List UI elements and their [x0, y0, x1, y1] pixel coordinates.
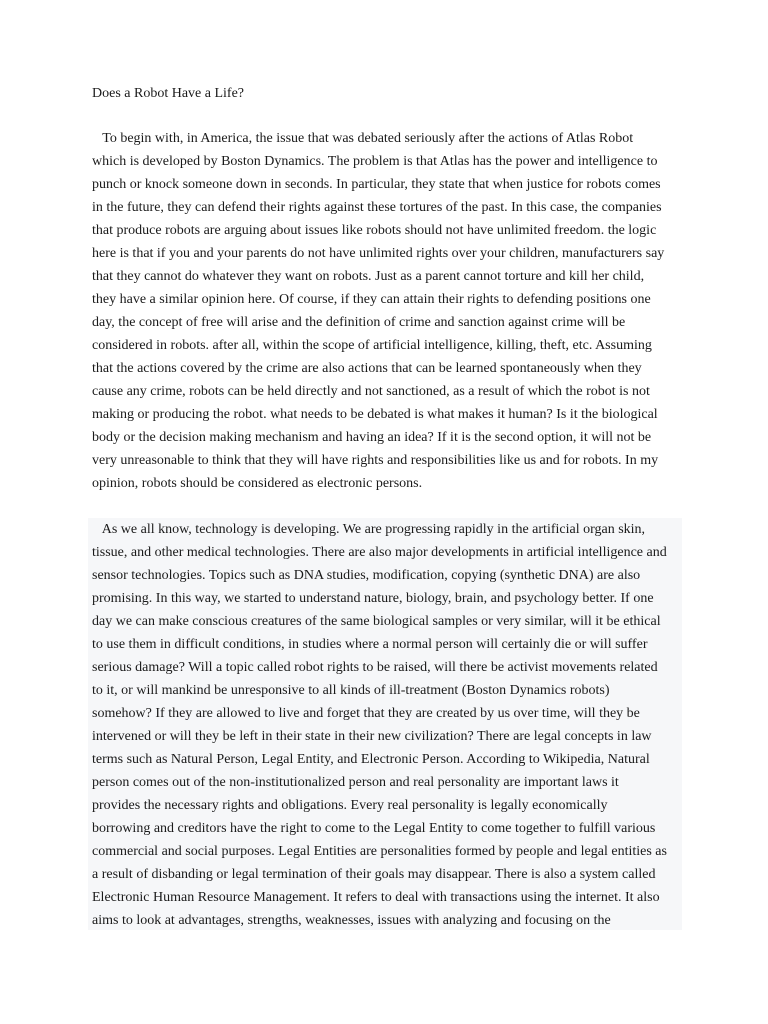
paragraph-line: aims to look at advantages, strengths, weaknesses, issues with analyzing and focusing on the	[92, 913, 611, 928]
paragraph-line: to use them in difficult conditions, in studies where a normal person will certainly die or will suffer	[92, 637, 648, 652]
paragraph-line: very unreasonable to think that they will have rights and responsibilities like us and for robots. In my	[92, 453, 659, 468]
paragraph-line: that they cannot do whatever they want on robots. Just as a parent cannot torture and kill her child,	[92, 269, 645, 284]
paragraph-line: somehow? If they are allowed to live and forget that they are created by us over time, will they be	[92, 706, 640, 721]
document-title: Does a Robot Have a Life?	[92, 86, 244, 101]
paragraph-line: intervened or will they be left in their state in their new civilization? There are legal concepts in law	[92, 729, 652, 744]
paragraph-line: sensor technologies. Topics such as DNA studies, modification, copying (synthetic DNA) are also	[92, 568, 641, 583]
paragraph-line: in the future, they can defend their rights against these tortures of the past. In this case, the companies	[92, 200, 662, 215]
paragraph-line: person comes out of the non-institutionalized person and real personality are important laws it	[92, 775, 619, 790]
paragraph-line: day we can make conscious creatures of the same biological samples or very similar, will it be ethical	[92, 614, 661, 629]
paragraph-line: which is developed by Boston Dynamics. The problem is that Atlas has the power and intelligence to	[92, 154, 658, 169]
paragraph-line: provides the necessary rights and obligations. Every real personality is legally economically	[92, 798, 608, 813]
paragraph-line: serious damage? Will a topic called robot rights to be raised, will there be activist movements related	[92, 660, 658, 675]
paragraph-line: punch or knock someone down in seconds. In particular, they state that when justice for robots comes	[92, 177, 661, 192]
paragraph-line: borrowing and creditors have the right to come to the Legal Entity to come together to fulfill various	[92, 821, 656, 836]
paragraph-line: promising. In this way, we started to understand nature, biology, brain, and psychology better. If one	[92, 591, 654, 606]
paragraph-line: commercial and social purposes. Legal Entities are personalities formed by people and legal entities as	[92, 844, 667, 859]
paragraph-line: considered in robots. after all, within the scope of artificial intelligence, killing, theft, etc. Assuming	[92, 338, 652, 353]
paragraph-line: day, the concept of free will arise and the definition of crime and sanction against crime will be	[92, 315, 626, 330]
paragraph-line: tissue, and other medical technologies. There are also major developments in artificial intelligence and	[92, 545, 667, 560]
paragraph-line: Electronic Human Resource Management. It refers to deal with transactions using the internet. It also	[92, 890, 660, 905]
paragraph-line: cause any crime, robots can be held directly and not sanctioned, as a result of which the robot is not	[92, 384, 650, 399]
paragraph-2	[88, 518, 682, 930]
paragraph-line: they have a similar opinion here. Of course, if they can attain their rights to defending positions one	[92, 292, 651, 307]
paragraph-line: body or the decision making mechanism and having an idea? If it is the second option, it will not be	[92, 430, 652, 445]
paragraph-line: To begin with, in America, the issue that was debated seriously after the actions of Atlas Robot	[92, 131, 634, 146]
paragraph-line: terms such as Natural Person, Legal Entity, and Electronic Person. According to Wikipedia, Natural	[92, 752, 650, 767]
paragraph-line: opinion, robots should be considered as electronic persons.	[92, 476, 423, 491]
paragraph-line: that the actions covered by the crime are also actions that can be learned spontaneously when they	[92, 361, 642, 376]
paragraph-line: that produce robots are arguing about issues like robots should not have unlimited freedom. the logic	[92, 223, 657, 238]
paragraph-line: to it, or will mankind be unresponsive to all kinds of ill-treatment (Boston Dynamics robots)	[92, 683, 610, 698]
paragraph-1	[92, 127, 678, 495]
paragraph-line: making or producing the robot. what needs to be debated is what makes it human? Is it the biological	[92, 407, 658, 422]
paragraph-line: a result of disbanding or legal termination of their goals may disappear. There is also a system called	[92, 867, 656, 882]
paragraph-line: As we all know, technology is developing. We are progressing rapidly in the artificial organ skin,	[92, 522, 646, 537]
paragraph-line: here is that if you and your parents do not have unlimited rights over your children, manufacturers say	[92, 246, 665, 261]
